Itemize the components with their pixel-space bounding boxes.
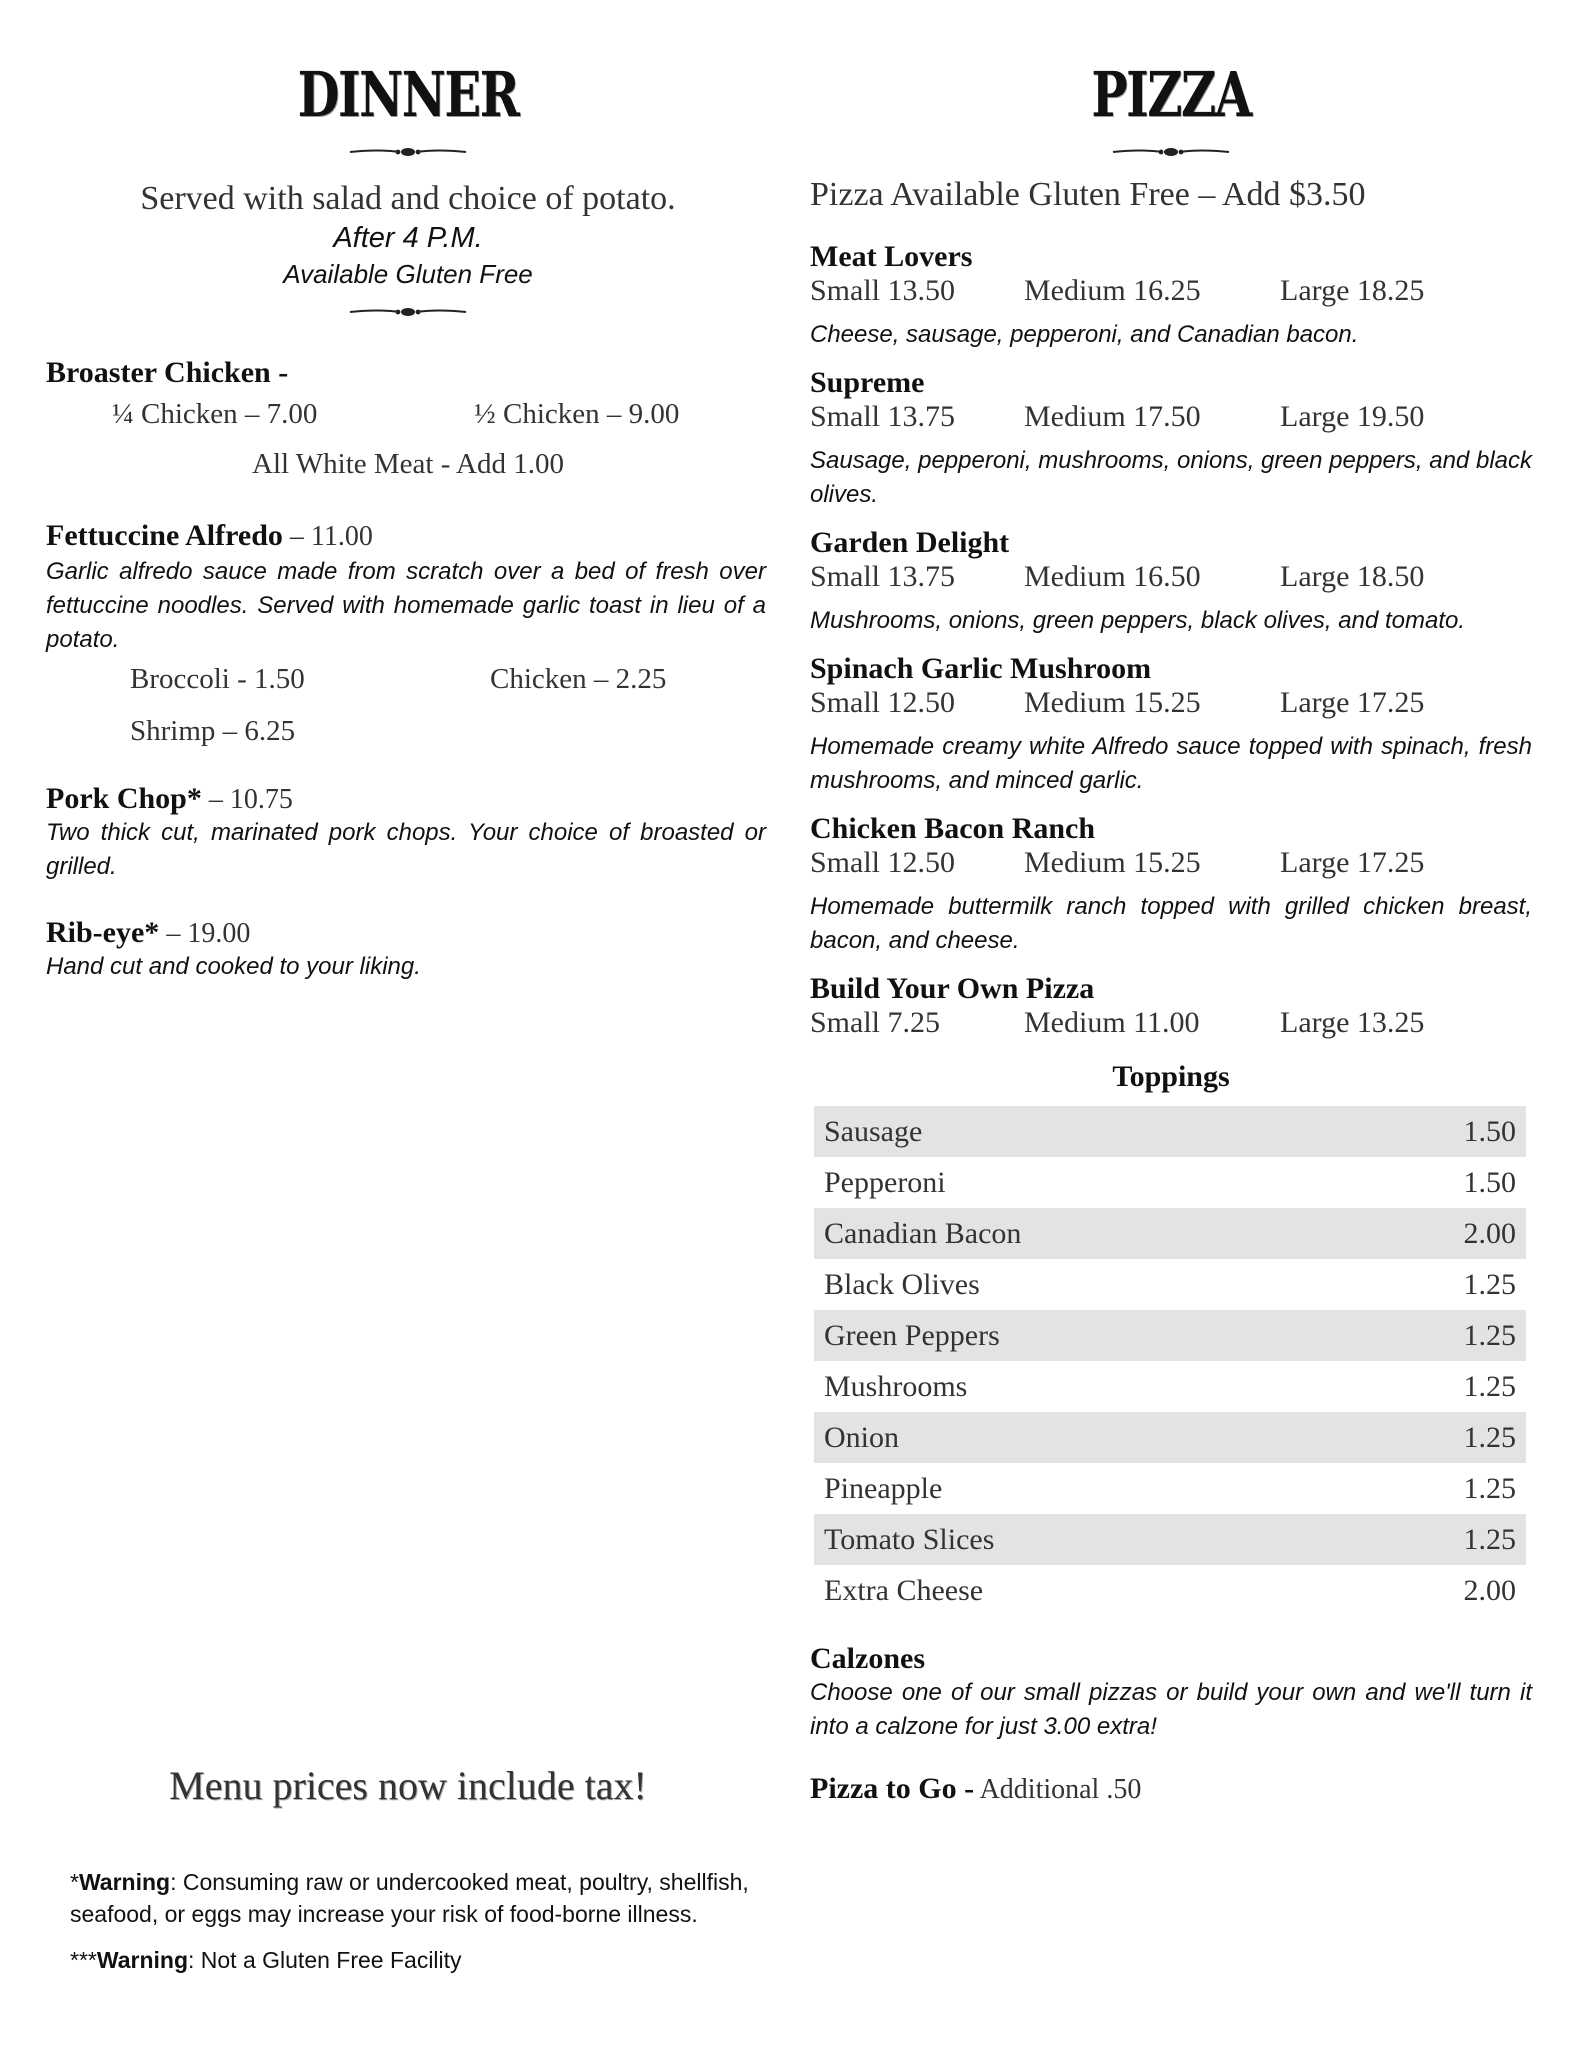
pizza-name: Garden Delight [810,526,1010,559]
table-row [814,1463,1526,1514]
topping-name: Mushrooms [824,1369,968,1403]
table-row [814,1259,1526,1310]
topping-name: Pepperoni [824,1165,946,1199]
size-small: Small 13.50 [810,274,956,307]
pork-chop-title: Pork Chop* [46,782,202,815]
pizza-heading: PIZZA [1091,58,1251,131]
warning2-label: Warning [96,1947,188,1973]
pork-chop-price: – 10.75 [201,784,293,815]
topping-price: 1.25 [1463,1471,1516,1505]
pizza-item [810,972,1532,1050]
pizza-to-go [810,1772,1532,1806]
pizza-item [810,652,1532,798]
ornament-divider-icon [348,306,468,318]
topping-price: 1.25 [1348,1412,1526,1463]
calzones-title: Calzones [810,1642,925,1675]
half-chicken-price: ½ Chicken – 9.00 [474,398,680,430]
white-meat-addon: All White Meat - Add 1.00 [252,448,564,480]
addon-chicken: Chicken – 2.25 [490,663,667,695]
dinner-intro-line1: Served with salad and choice of potato. [140,180,676,217]
size-small: Small 12.50 [810,686,956,719]
table-row [814,1310,1526,1361]
table-row [814,1157,1526,1208]
pizza-name: Chicken Bacon Ranch [810,812,1096,845]
table-row [814,1565,1526,1616]
topping-name: Black Olives [824,1267,980,1301]
warning1-label: Warning [78,1869,171,1895]
pork-chop-description: Two thick cut, marinated pork chops. Your choice of broasted or grilled. [46,819,766,880]
size-small: Small 13.75 [810,400,956,433]
table-row [814,1106,1526,1157]
to-go-title: Pizza to Go - [810,1772,975,1805]
table-row [814,1361,1526,1412]
fettuccine-price: – 11.00 [282,521,373,552]
size-small: Small 13.75 [810,560,956,593]
size-large: Large 18.25 [1280,274,1425,307]
warning1-text: : Consuming raw or undercooked meat, poultry, shellfish, seafood, or eggs may increase your risk of food-borne illness. [70,1869,749,1927]
table-row [814,1514,1526,1565]
pizza-description: Homemade creamy white Alfredo sauce topped with spinach, fresh mushrooms, and minced garlic. [810,733,1532,794]
pizza-description: Sausage, pepperoni, mushrooms, onions, green peppers, and black olives. [810,447,1532,508]
ribeye-price: – 19.00 [159,918,251,949]
warning-gluten [70,1944,810,1976]
to-go-price: Additional .50 [974,1774,1142,1805]
topping-price: 1.25 [1463,1369,1516,1403]
broaster-chicken-item [46,356,770,481]
topping-price: 1.25 [1463,1267,1516,1301]
topping-price: 1.50 [1348,1106,1526,1157]
pork-chop-item [46,782,770,884]
pizza-description: Homemade buttermilk ranch topped with grilled chicken breast, bacon, and cheese. [810,893,1532,954]
pizza-item [810,526,1532,638]
dinner-heading: DINNER [297,58,519,131]
topping-price: 1.50 [1463,1165,1516,1199]
pizza-item [810,366,1532,512]
quarter-chicken-price: ¼ Chicken – 7.00 [112,398,318,430]
calzones-item [810,1642,1532,1744]
pizza-description: Mushrooms, onions, green peppers, black olives, and tomato. [810,607,1466,634]
ribeye-title: Rib-eye* [46,916,160,949]
ribeye-description: Hand cut and cooked to your liking. [46,953,421,980]
table-row [814,1208,1526,1259]
topping-price: 1.25 [1348,1514,1526,1565]
pizza-name: Spinach Garlic Mushroom [810,652,1152,685]
dinner-intro-line2: After 4 P.M. [333,222,483,254]
addon-broccoli: Broccoli - 1.50 [130,663,305,695]
size-small: Small 12.50 [810,846,956,879]
dinner-intro-line3: Available Gluten Free [283,259,533,289]
topping-name: Sausage [814,1106,1348,1157]
pizza-item [810,240,1532,352]
broaster-title: Broaster Chicken - [46,356,289,389]
size-medium: Medium 16.25 [1024,274,1201,307]
dinner-column [46,0,770,1973]
ornament-divider-icon [348,146,468,158]
topping-name: Tomato Slices [814,1514,1348,1565]
size-medium: Medium 11.00 [1024,1006,1200,1039]
toppings-title: Toppings [1112,1060,1230,1093]
topping-name: Pineapple [824,1471,943,1505]
size-medium: Medium 17.50 [1024,400,1201,433]
gluten-free-notice: Pizza Available Gluten Free – Add $3.50 [810,176,1366,213]
pizza-name: Build Your Own Pizza [810,972,1095,1005]
topping-price: 2.00 [1463,1573,1516,1607]
pizza-name: Supreme [810,366,925,399]
addon-shrimp: Shrimp – 6.25 [130,715,296,747]
ornament-divider-icon [1111,146,1231,158]
size-large: Large 13.25 [1280,1006,1425,1039]
size-large: Large 18.50 [1280,560,1425,593]
topping-price: 2.00 [1348,1208,1526,1259]
size-medium: Medium 15.25 [1024,686,1201,719]
topping-price: 1.25 [1348,1310,1526,1361]
fettuccine-description: Garlic alfredo sauce made from scratch over a bed of fresh over fettuccine noodles. Served with homemade garlic toast in lieu of a potato. [46,558,766,653]
size-small: Small 7.25 [810,1006,941,1039]
size-large: Large 19.50 [1280,400,1425,433]
tax-notice: Menu prices now include tax! [169,1763,647,1808]
fettuccine-item [46,519,770,748]
topping-name: Green Peppers [814,1310,1348,1361]
toppings-table [814,1106,1526,1616]
topping-name: Canadian Bacon [814,1208,1348,1259]
warning-raw-food [70,1866,810,1930]
warning2-prefix: *** [70,1947,97,1973]
topping-name: Onion [814,1412,1348,1463]
warning2-text: : Not a Gluten Free Facility [188,1947,462,1973]
size-large: Large 17.25 [1280,686,1425,719]
size-medium: Medium 16.50 [1024,560,1201,593]
size-medium: Medium 15.25 [1024,846,1201,879]
pizza-item [810,812,1532,958]
pizza-description: Cheese, sausage, pepperoni, and Canadian bacon. [810,321,1359,348]
ribeye-item [46,916,770,984]
topping-name: Extra Cheese [824,1573,984,1607]
warning1-prefix: * [70,1869,79,1895]
size-large: Large 17.25 [1280,846,1425,879]
table-row [814,1412,1526,1463]
fettuccine-title: Fettuccine Alfredo [46,519,283,552]
pizza-column [810,0,1532,1806]
calzones-description: Choose one of our small pizzas or build your own and we'll turn it into a calzone for just 3.00 extra! [810,1679,1532,1740]
pizza-name: Meat Lovers [810,240,973,273]
